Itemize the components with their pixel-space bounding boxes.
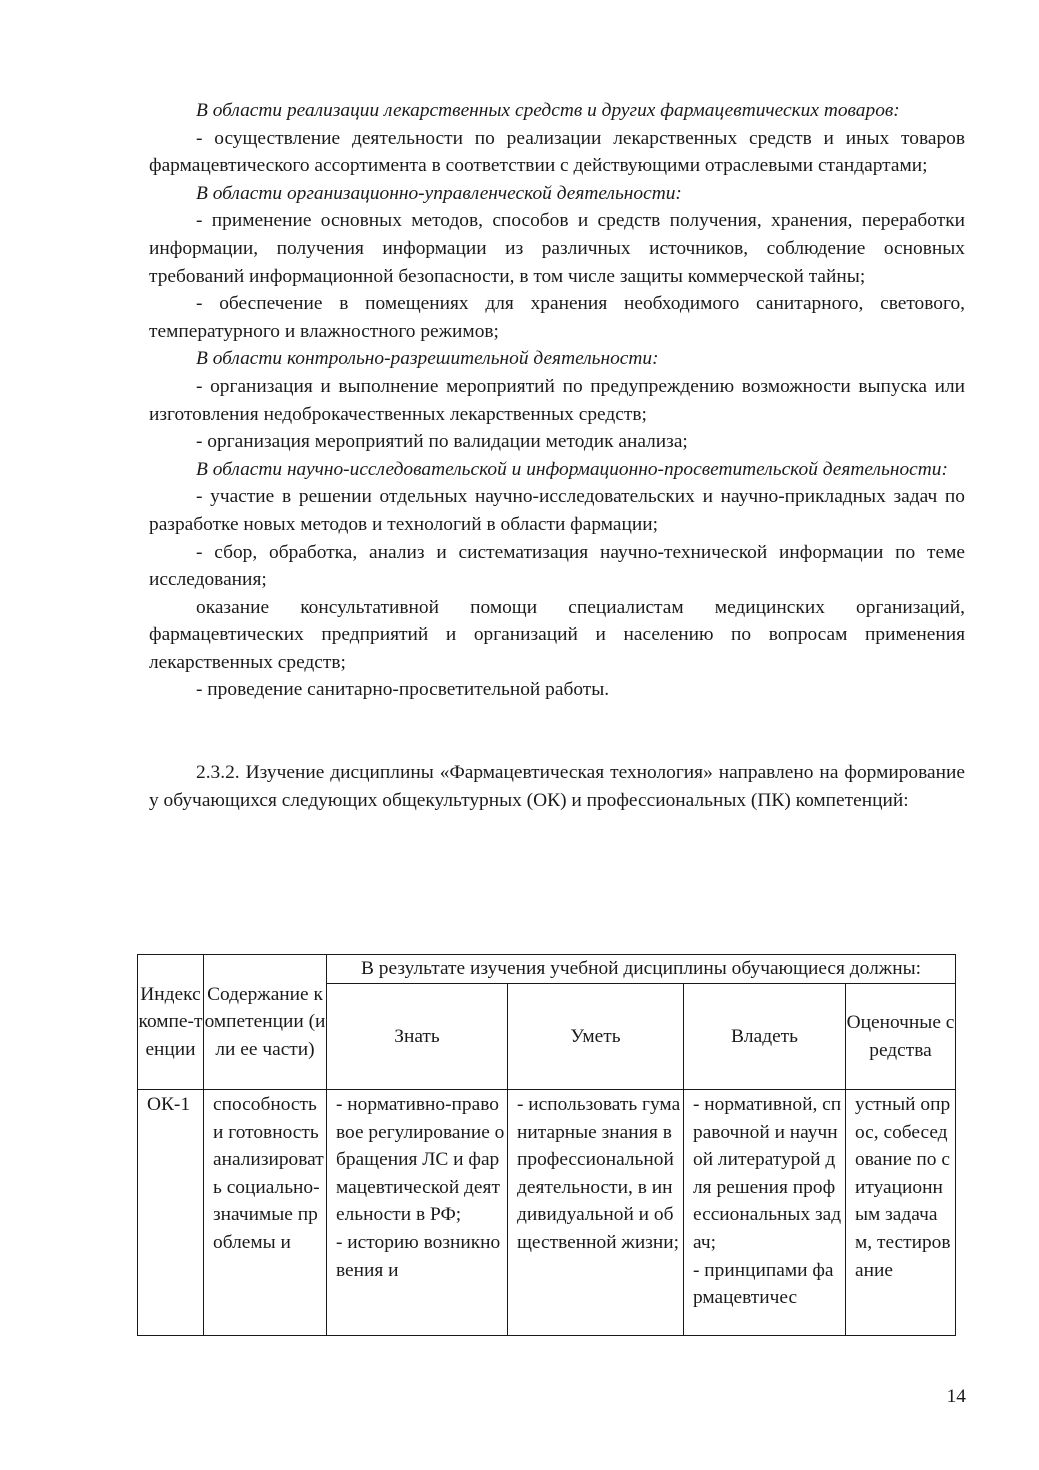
paragraph: - сбор, обработка, анализ и систематизация научно-технической информации по теме исследования; bbox=[149, 541, 965, 591]
cell-know bbox=[327, 1090, 508, 1336]
header-content: Содержание компетенции (или ее части) bbox=[204, 955, 327, 1090]
cell-know-line: - историю возникновения и bbox=[336, 1231, 501, 1281]
paragraph: - организация мероприятий по валидации методик анализа; bbox=[196, 431, 688, 453]
section-gap bbox=[149, 704, 965, 759]
cell-can-line: - использовать гуманитарные знания в профессиональной деятельности, в индивидуальной и общественной жизни; bbox=[517, 1094, 681, 1253]
paragraph: - участие в решении отдельных научно-исследовательских и научно-прикладных задач по разработке новых методов и технологий в области фармации; bbox=[149, 486, 965, 535]
paragraph: - осуществление деятельности по реализации лекарственных средств и иных товаров фармацевтического ассортимента в соответствии с действующими отраслевыми стандартами; bbox=[149, 127, 965, 177]
cell-content: способность и готовность анализировать социально-значимые проблемы и bbox=[204, 1090, 327, 1336]
document-body bbox=[149, 97, 965, 814]
paragraph: В области реализации лекарственных средств и других фармацевтических товаров: bbox=[196, 100, 900, 121]
cell-own-line: - принципами фармацевтичес bbox=[693, 1259, 834, 1309]
paragraph: - организация и выполнение мероприятий по предупреждению возможности выпуска или изготовления недоброкачественных лекарственных средств; bbox=[149, 375, 965, 425]
paragraph: - проведение санитарно-просветительной работы. bbox=[196, 679, 610, 701]
paragraph: В области контрольно-разрешительной деятельности: bbox=[196, 348, 659, 370]
table-row bbox=[138, 1090, 956, 1336]
header-can: Уметь bbox=[508, 984, 684, 1090]
cell-can bbox=[508, 1090, 684, 1336]
cell-own-line: - нормативной, справочной и научной литературой для решения профессиональных задач; bbox=[693, 1094, 842, 1253]
competencies-table bbox=[137, 954, 956, 1336]
paragraph: В области организационно-управленческой деятельности: bbox=[196, 182, 682, 204]
paragraph: - обеспечение в помещениях для хранения необходимого санитарного, светового, температурного и влажностного режимов; bbox=[149, 293, 965, 342]
paragraph: - применение основных методов, способов и средств получения, хранения, переработки информации, получения информации из различных источников, соблюдение основных требований информационной безопасности, в том числе защиты коммерческой тайны; bbox=[149, 210, 965, 287]
table-header-row bbox=[138, 955, 956, 984]
cell-eval: устный опрос, собеседование по ситуационным задачам, тестирование bbox=[846, 1090, 956, 1336]
header-know: Знать bbox=[327, 984, 508, 1090]
header-own: Владеть bbox=[684, 984, 846, 1090]
page-number: 14 bbox=[946, 1386, 966, 1407]
paragraph: оказание консультативной помощи специалистам медицинских организаций, фармацевтических предприятий и организаций и населению по вопросам применения лекарственных средств; bbox=[149, 596, 965, 673]
section-intro: 2.3.2. Изучение дисциплины «Фармацевтическая технология» направлено на формирование у обучающихся следующих общекультурных (ОК) и профессиональных (ПК) компетенций: bbox=[149, 762, 965, 811]
header-index: Индекс компе-тенции bbox=[138, 955, 204, 1090]
header-result-span: В результате изучения учебной дисциплины обучающиеся должны: bbox=[327, 955, 956, 984]
cell-own bbox=[684, 1090, 846, 1336]
header-eval: Оценочные средства bbox=[846, 984, 956, 1090]
cell-index: ОК-1 bbox=[138, 1090, 204, 1336]
cell-know-line: - нормативно-правовое регулирование обращения ЛС и фармацевтической деятельности в РФ; bbox=[336, 1094, 505, 1226]
paragraph: В области научно-исследовательской и информационно-просветительской деятельности: bbox=[196, 458, 948, 480]
